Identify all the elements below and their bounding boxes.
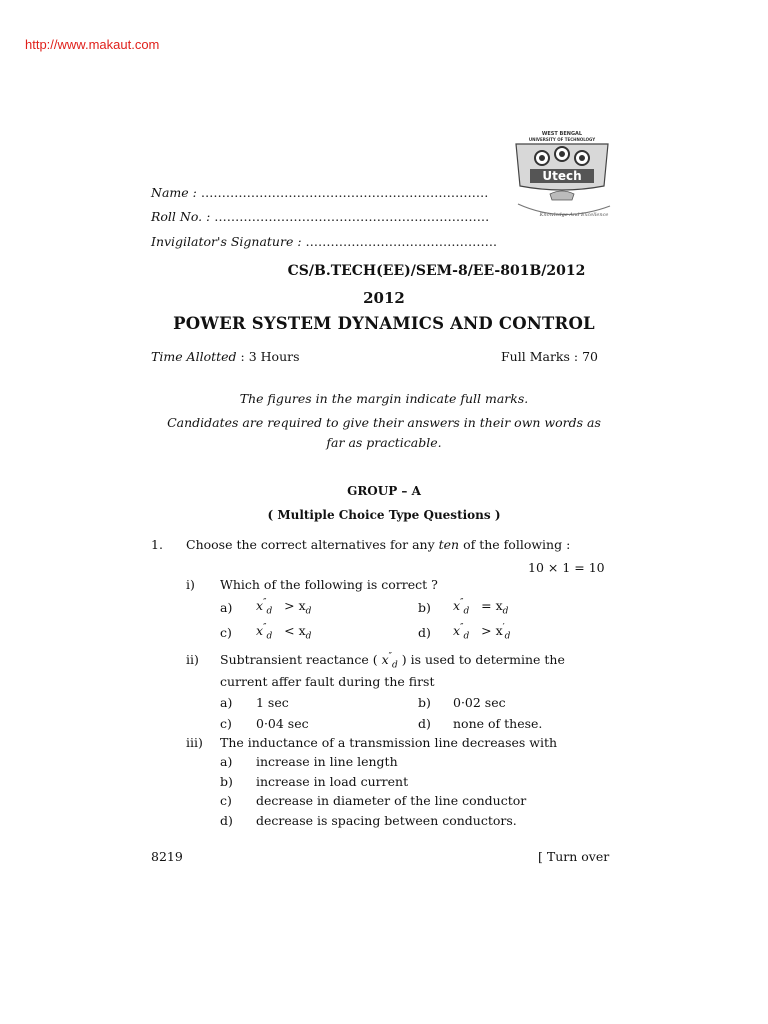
roll-label: Roll No. : [151,209,211,224]
paper-code: CS/B.TECH(EE)/SEM-8/EE-801B/2012 [287,263,586,279]
sub-ii-text-b: is used to determine the [410,652,565,668]
sub-i-option-c[interactable]: $x''_d$ < $x_d$ [256,623,312,642]
full-marks: Full Marks : 70 [501,349,598,364]
sub-iii-text: The inductance of a transmission line decreases with [220,735,558,750]
paper-subject: POWER SYSTEM DYNAMICS AND CONTROL [173,314,595,333]
sub-i-option-a-label: a) [220,600,233,615]
sub-i-option-b-label: b) [418,600,431,615]
sub-iii-number: iii) [186,735,203,750]
header-url[interactable]: http://www.makaut.com [25,37,160,52]
sub-ii-option-d-label: d) [418,716,431,731]
sub-i-option-c-label: c) [220,625,232,640]
svg-text:Utech: Utech [542,169,582,183]
sub-ii-option-b[interactable]: 0·02 sec [453,695,506,710]
sub-i-option-c-relation: < x [284,623,306,639]
time-value: : 3 Hours [240,349,300,364]
instruction-line-1: The figures in the margin indicate full marks. [239,391,529,406]
sub-iii-option-a[interactable]: increase in line length [256,754,398,769]
question-1-marks: 10 × 1 = 10 [528,560,605,575]
time-label: Time Allotted [151,349,237,364]
question-1-text-a: Choose the correct alternatives for any [186,537,435,552]
time-allotted [151,349,300,364]
sub-i-number: i) [186,577,195,592]
sub-i-option-b[interactable]: $x''_d$ = $x_d$ [453,598,509,617]
roll-field[interactable] [151,209,489,224]
svg-text:UNIVERSITY OF TECHNOLOGY: UNIVERSITY OF TECHNOLOGY [528,137,596,142]
invigilator-field[interactable] [151,234,497,249]
sub-iii-option-c-label: c) [220,793,232,808]
sub-i-text: Which of the following is correct ? [220,577,438,592]
name-dots: …………………………………………………………… [200,185,489,200]
turn-over: [ Turn over [538,849,610,864]
sub-iii-option-b-label: b) [220,774,233,789]
question-1-text [186,537,570,552]
sub-ii-option-a[interactable]: 1 sec [256,695,289,710]
sub-ii-line-2: current affer fault during the first [220,674,435,689]
sub-ii-option-a-label: a) [220,695,233,710]
question-1-text-em: ten [438,537,460,552]
page-code: 8219 [151,849,183,864]
roll-dots: ………………………………………………………… [214,209,490,224]
sub-ii-text: Subtransient reactance ( $x''_d$ ) is used to determine the [220,652,565,671]
sub-iii-option-c[interactable]: decrease in diameter of the line conductor [256,793,527,808]
question-1-text-b: of the following : [463,537,571,552]
sub-iii-option-d-label: d) [220,813,233,828]
sub-i-option-d-relation: > x [481,623,503,639]
sub-ii-number: ii) [186,652,199,667]
sub-ii-option-c[interactable]: 0·04 sec [256,716,309,731]
instruction-line-3: far as practicable. [326,435,442,450]
group-title: GROUP – A [347,484,421,498]
sub-i-option-d-label: d) [418,625,431,640]
sub-iii-option-a-label: a) [220,754,233,769]
sub-iii-option-d[interactable]: decrease is spacing between conductors. [256,813,517,828]
svg-text:WEST BENGAL: WEST BENGAL [541,131,583,137]
sub-ii-option-c-label: c) [220,716,232,731]
sub-i-option-a-relation: > x [284,598,306,614]
sub-iii-option-b[interactable]: increase in load current [256,774,409,789]
paper-year: 2012 [363,289,405,307]
invigilator-label: Invigilator's Signature : [151,234,302,249]
sub-i-option-a[interactable]: $x''_d$ > $x_d$ [256,598,312,617]
group-subtitle: ( Multiple Choice Type Questions ) [267,508,501,522]
svg-text:Knowledge And Excellence: Knowledge And Excellence [539,212,609,218]
sub-ii-option-b-label: b) [418,695,431,710]
name-field[interactable] [151,185,488,200]
sub-ii-option-d[interactable]: none of these. [453,716,543,731]
question-1-number: 1. [151,537,163,552]
invigilator-dots: ………………………………………. [305,234,498,249]
sub-i-option-d[interactable]: $x''_d$ > $x'_d$ [453,623,511,642]
instruction-line-2: Candidates are required to give their answers in their own words as [167,415,601,430]
name-label: Name : [151,185,197,200]
sub-ii-text-a: Subtransient reactance [220,652,369,668]
sub-i-option-b-relation: = x [481,598,503,614]
university-logo [510,128,614,232]
